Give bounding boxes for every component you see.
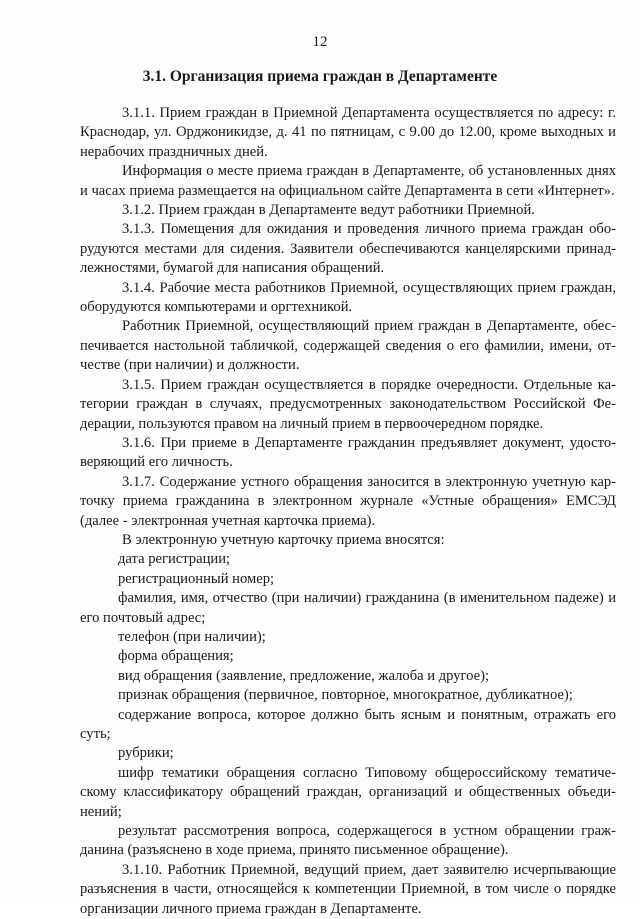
- paragraph-worker: Работник Приемной, осуществляющий прием граждан в Департаменте, обеспечивается настольной табличкой, содержащей сведения о его фамилии, имени, отчестве (при наличии) и должности.: [80, 318, 616, 374]
- paragraph-3-1-10: 3.1.10. Работник Приемной, ведущий прием, дает заявителю исчерпывающие разъяснения в части, относящейся к компетенции Приемной, в том числе о порядке организации личного приема граждан в Департаменте.: [80, 861, 616, 917]
- list-item: шифр тематики обращения согласно Типовому общероссийскому тематическому классификатору обращений граждан, организаций и общественных объединений;: [80, 764, 616, 820]
- paragraph-card-intro: В электронную учетную карточку приема вносятся:: [122, 531, 445, 548]
- list-item: признак обращения (первичное, повторное, многократное, дубликатное);: [118, 687, 573, 704]
- paragraph-3-1-3: 3.1.3. Помещения для ожидания и проведения личного приема граждан оборудуются местами для сидения. Заявители обеспечиваются канцелярскими принадлежностями, бумагой для написания обращений.: [80, 221, 616, 277]
- paragraph-3-1-7: 3.1.7. Содержание устного обращения заносится в электронную учетную карточку приема гражданина в электронном журнале «Устные обращения» ЕМСЭД (далее - электронная учетная карточка приема).: [80, 473, 616, 529]
- list-item: рубрики;: [118, 745, 174, 762]
- document-body: [80, 104, 616, 919]
- paragraph-3-1-6: 3.1.6. При приеме в Департаменте гражданин предъявляет документ, удостоверяющий его личность.: [80, 434, 616, 471]
- paragraph-3-1-1: 3.1.1. Прием граждан в Приемной Департамента осуществляется по адресу: г. Краснодар, ул. Орджоникидзе, д. 41 по пятницам, с 9.00 до 12.00, кроме выходных и нерабочих праздничных дней.: [80, 105, 616, 160]
- list-item: содержание вопроса, которое должно быть ясным и понятным, отражать его суть;: [80, 706, 616, 742]
- list-item: фамилия, имя, отчество (при наличии) гражданина (в именительном падеже) и его почтовый адрес;: [80, 590, 616, 626]
- list-item: регистрационный номер;: [118, 570, 275, 587]
- paragraph-3-1-5: 3.1.5. Прием граждан осуществляется в порядке очередности. Отдельные категории граждан в случаях, предусмотренных законодательством Российской Федерации, пользуются правом на личный прием в первоочередном порядке.: [80, 376, 616, 432]
- paragraph-3-1-2: 3.1.2. Прием граждан в Департаменте ведут работники Приемной.: [122, 202, 535, 219]
- list-item: вид обращения (заявление, предложение, жалоба и другое);: [118, 667, 490, 684]
- paragraph-info: Информация о месте приема граждан в Департаменте, об установленных днях и часах приема размещается на официальном сайте Департамента в сети «Интернет».: [80, 163, 616, 199]
- list-item: дата регистрации;: [118, 551, 231, 568]
- page-number: 12: [312, 34, 328, 50]
- list-item: результат рассмотрения вопроса, содержащегося в устном обращении гражданина (разъяснено в ходе приема, принято письменное обращение).: [80, 823, 616, 859]
- list-item: форма обращения;: [118, 648, 234, 665]
- list-item: телефон (при наличии);: [118, 628, 266, 645]
- paragraph-3-1-4: 3.1.4. Рабочие места работников Приемной, осуществляющих прием граждан, оборудуются компьютерами и оргтехникой.: [80, 279, 616, 316]
- section-title: 3.1. Организация приема граждан в Департаменте: [142, 68, 498, 85]
